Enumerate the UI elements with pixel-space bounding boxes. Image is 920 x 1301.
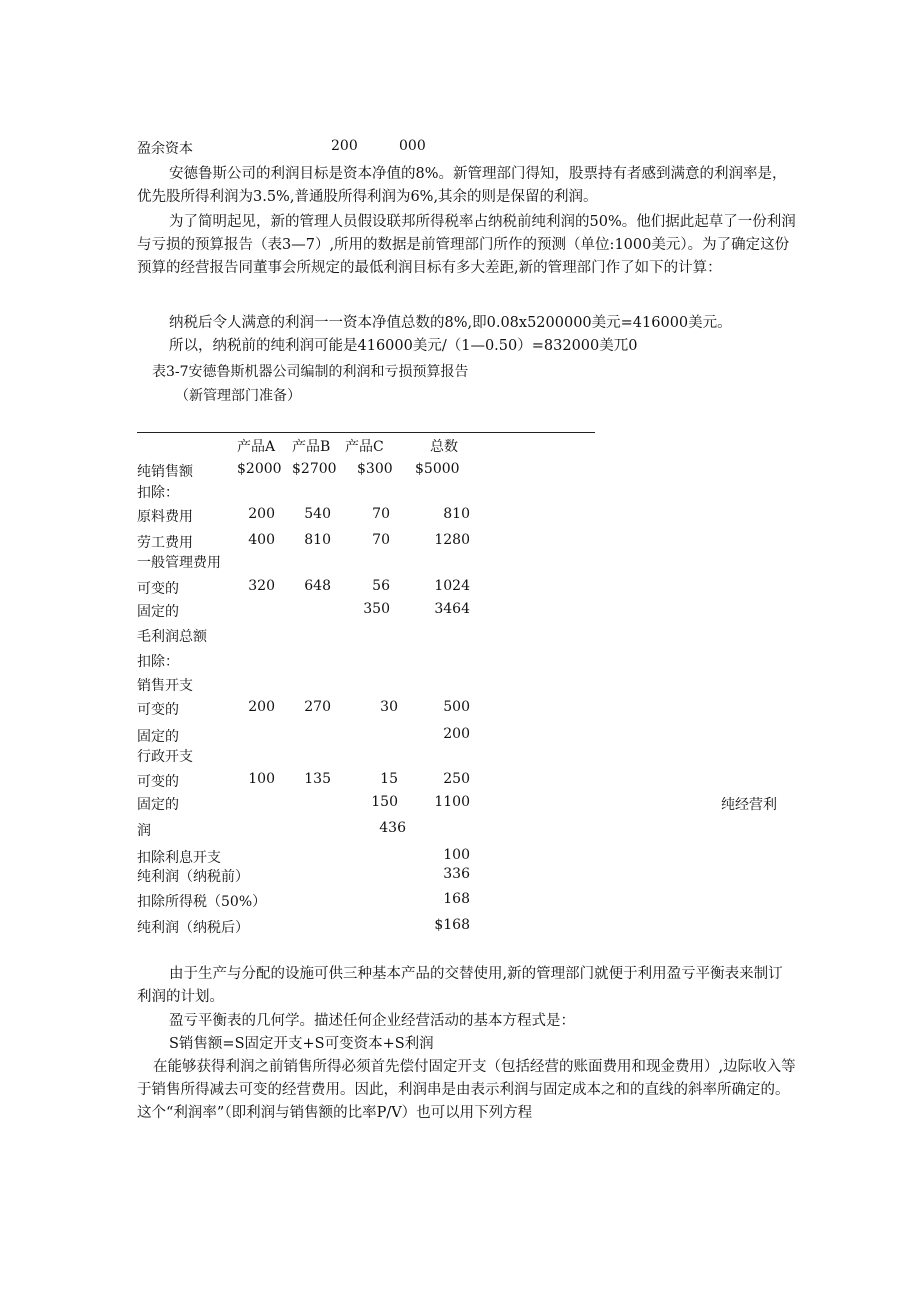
cell-total: 1024 [434, 578, 470, 594]
cell-total: 1280 [434, 532, 470, 548]
cell-product-c: 70 [372, 532, 390, 548]
paragraph-break-even-planning: 由于生产与分配的设施可供三种基本产品的交替使用,新的管理部门就便于利用盈亏平衡表来制订利润的计划。 [137, 966, 783, 1005]
cell-total: $5000 [415, 461, 460, 477]
header-product-c: 产品C [345, 439, 384, 455]
row-label: 可变的 [137, 581, 179, 597]
row-label: 可变的 [137, 774, 179, 790]
cell-product-c: 56 [372, 578, 390, 594]
cell-product-a: 320 [248, 578, 275, 594]
row-label: 纯销售额 [137, 464, 193, 480]
cell-product-b: 270 [304, 699, 331, 715]
table-caption: 表3-7安德鲁斯机器公司编制的利润和亏损预算报告 [152, 364, 469, 380]
row-label: 行政开支 [137, 749, 193, 765]
cell-total: 100 [443, 847, 470, 863]
row-label: 扣除利息开支 [137, 850, 221, 866]
cell-product-c: 436 [379, 820, 406, 836]
row-label: 纯利润（纳税后） [137, 920, 249, 936]
table-top-rule [137, 432, 595, 433]
cell-product-a: 200 [248, 699, 275, 715]
capital-surplus-label: 盈余资本 [137, 141, 193, 157]
cell-product-c: 15 [380, 771, 398, 787]
cell-product-b: 648 [304, 578, 331, 594]
cell-product-c: 30 [380, 699, 398, 715]
cell-product-c: 70 [372, 506, 390, 522]
row-label: 扣除所得税（50%） [137, 894, 267, 910]
cell-product-b: 810 [304, 532, 331, 548]
cell-product-b: 540 [304, 506, 331, 522]
row-label: 润 [137, 823, 151, 839]
basic-equation: S销售额=S固定开支+S可变资本+S利润 [169, 1036, 434, 1052]
row-label: 固定的 [137, 604, 179, 620]
cell-product-b: $2700 [292, 461, 337, 477]
cell-product-c: 350 [363, 601, 390, 617]
row-label: 扣除： [137, 485, 179, 501]
paragraph-profit-target: 安德鲁斯公司的利润目标是资本净值的8%。新管理部门得知，股票持有者感到满意的利润率是，优先股所得利润为3.5%,普通股所得利润为6%,其余的则是保留的利润。 [137, 166, 787, 205]
cell-total: 168 [443, 891, 470, 907]
cell-total: 336 [443, 866, 470, 882]
row-label: 劳工费用 [137, 535, 193, 551]
row-label: 固定的 [137, 797, 179, 813]
paragraph-profit-ratio: 在能够获得利润之前销售所得必须首先偿付固定开支（包括经营的账面费用和现金费用）,边际收入等于销售所得减去可变的经营费用。因此，利润串是由表示利润与固定成本之和的直线的斜率所确定的。这个“利润率”（即利润与销售额的比率P/V）也可以用下列方程 [137, 1059, 796, 1121]
row-label: 一般管理费用 [137, 555, 221, 571]
header-total: 总数 [430, 439, 458, 455]
cell-product-a: 400 [248, 532, 275, 548]
row-label: 纯利润（纳税前） [137, 869, 249, 885]
net-operating-profit-label: 纯经营利 [721, 797, 777, 813]
cell-total: 810 [443, 506, 470, 522]
cell-product-a: $2000 [237, 461, 282, 477]
cell-product-b: 135 [304, 771, 331, 787]
cell-product-c: 150 [371, 794, 398, 810]
row-label: 可变的 [137, 702, 179, 718]
capital-surplus-value-2: 000 [399, 138, 426, 154]
row-label: 扣除： [137, 654, 179, 670]
paragraph-after-tax-profit: 纳税后令人满意的利润一一资本净值总数的8%,即0.08x5200000美元=416000美元。 [169, 315, 732, 331]
paragraph-tax-assumption: 为了简明起见，新的管理人员假设联邦所得税率占纳税前纯利润的50%。他们据此起草了一份利润与亏损的预算报告（表3—7）,所用的数据是前管理部门所作的预测（单位:1000美元）。为了确定这份预算的经营报告同董事会所规定的最低利润目标有多大差距,新的管理部门作了如下的计算： [137, 214, 796, 276]
cell-total: 3464 [434, 601, 470, 617]
row-label: 销售开支 [137, 678, 193, 694]
cell-total: 500 [443, 699, 470, 715]
row-label: 毛利润总额 [137, 629, 207, 645]
cell-total: 250 [443, 771, 470, 787]
row-label: 固定的 [137, 729, 179, 745]
paragraph-geometry-intro: 盈亏平衡表的几何学。描述任何企业经营活动的基本方程式是： [169, 1013, 575, 1029]
capital-surplus-value-1: 200 [331, 138, 358, 154]
cell-total: $168 [434, 917, 470, 933]
cell-product-a: 100 [248, 771, 275, 787]
table-subcaption: （新管理部门准备） [175, 388, 301, 404]
cell-total: 200 [443, 726, 470, 742]
paragraph-pre-tax-profit: 所以，纳税前的纯利润可能是416000美元/（1—0.50）=832000美兀0 [169, 338, 638, 354]
cell-product-c: $300 [357, 461, 393, 477]
cell-total: 1100 [434, 794, 470, 810]
header-product-b: 产品B [292, 439, 331, 455]
header-product-a: 产品A [237, 439, 276, 455]
row-label: 原料费用 [137, 509, 193, 525]
cell-product-a: 200 [248, 506, 275, 522]
